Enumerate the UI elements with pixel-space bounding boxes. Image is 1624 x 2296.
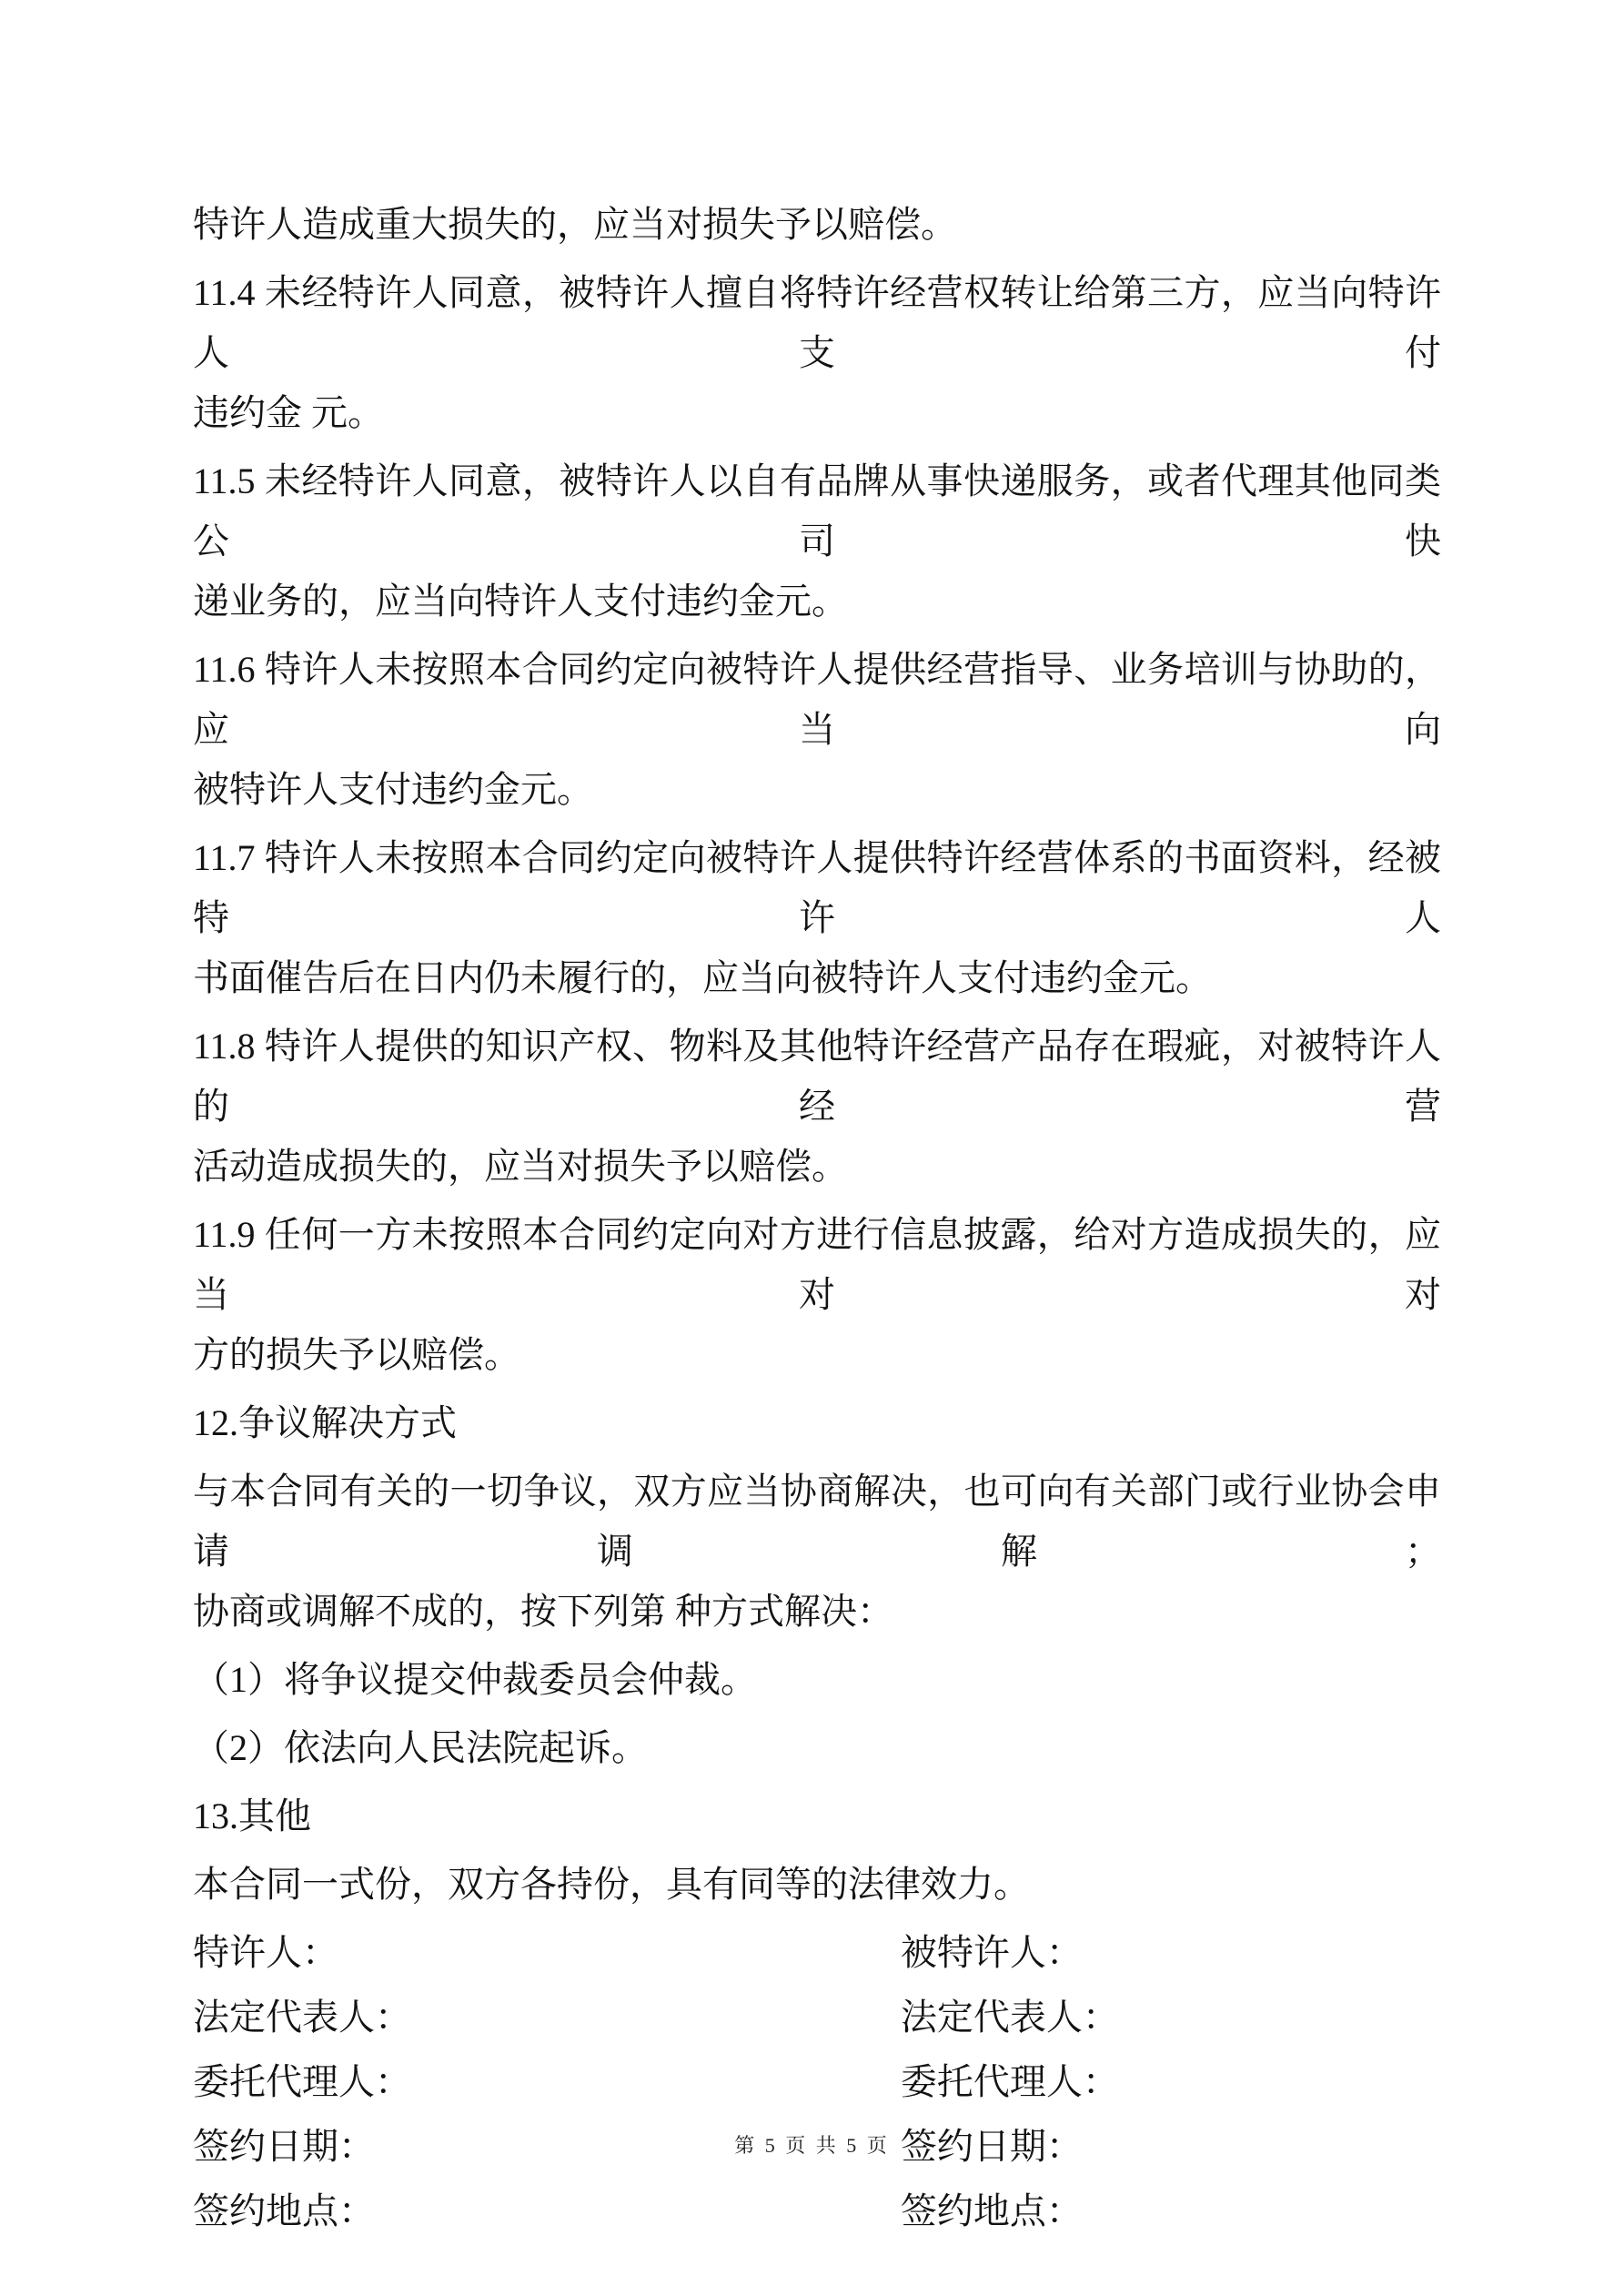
text-line: 特许人造成重大损失的，应当对损失予以赔偿。 [193, 204, 957, 245]
paragraph [193, 1462, 1441, 1642]
text-line: 书面催告后在日内仍未履行的，应当向被特许人支付违约金元。 [193, 957, 1212, 998]
text-line: （2）依法向人民法院起诉。 [193, 1727, 648, 1768]
text-line: 被特许人支付违约金元。 [193, 769, 593, 810]
signature-label-franchisor-side: 委托代理人： [193, 2061, 411, 2102]
text-line: 11.7 特许人未按照本合同约定向被特许人提供特许经营体系的书面资料，经被特许人 [193, 837, 1441, 938]
paragraph [193, 195, 1441, 255]
paragraph [193, 1650, 1441, 1710]
contract-body [193, 195, 1441, 2246]
signature-label-franchisor-side: 签约日期： [193, 2126, 375, 2167]
paragraph [193, 1855, 1441, 1915]
paragraph [193, 1718, 1441, 1778]
paragraph [193, 828, 1441, 1008]
text-line: （1）将争议提交仲裁委员会仲裁。 [193, 1659, 757, 1700]
paragraph [193, 640, 1441, 820]
contract-paragraphs [193, 195, 1441, 1915]
text-line: 违约金 元。 [193, 392, 384, 433]
text-line: 11.9 任何一方未按照本合同约定向对方进行信息披露，给对方造成损失的，应当对对 [193, 1214, 1441, 1315]
paragraph [193, 1017, 1441, 1197]
page-footer [0, 2130, 1624, 2159]
text-line: 协商或调解不成的，按下列第 种方式解决： [193, 1591, 893, 1632]
signature-label-franchisee-side: 被特许人： [900, 1932, 1083, 1973]
text-line: 与本合同有关的一切争议，双方应当协商解决，也可向有关部门或行业协会申请调解； [193, 1471, 1441, 1572]
signature-label-franchisee-side: 签约地点： [900, 2190, 1083, 2231]
signature-label-franchisor-side: 特许人： [193, 1932, 338, 1973]
paragraph [193, 1205, 1441, 1385]
signature-label-franchisor-side: 法定代表人： [193, 1997, 411, 2038]
text-line: 活动造成损失的，应当对损失予以赔偿。 [193, 1146, 848, 1187]
paragraph [193, 1393, 1441, 1453]
signature-label-franchisor-side: 签约地点： [193, 2190, 375, 2231]
signature-row [193, 2052, 1441, 2112]
text-line: 11.5 未经特许人同意，被特许人以自有品牌从事快递服务，或者代理其他同类公司快 [193, 460, 1441, 561]
paragraph [193, 1786, 1441, 1846]
text-line: 本合同一式份，双方各持份，具有同等的法律效力。 [193, 1864, 1030, 1905]
signature-row [193, 1988, 1441, 2048]
signature-label-franchisee-side: 法定代表人： [900, 1997, 1119, 2038]
text-line: 递业务的，应当向特许人支付违约金元。 [193, 581, 848, 622]
text-line: 12.争议解决方式 [193, 1402, 457, 1443]
paragraph [193, 263, 1441, 443]
signature-block [193, 1923, 1441, 2241]
signature-label-franchisee-side: 委托代理人： [900, 2061, 1119, 2102]
text-line: 11.8 特许人提供的知识产权、物料及其他特许经营产品存在瑕疵，对被特许人的经营 [193, 1026, 1441, 1127]
text-line: 方的损失予以赔偿。 [193, 1334, 520, 1375]
text-line: 11.6 特许人未按照本合同约定向被特许人提供经营指导、业务培训与协助的，应当向 [193, 649, 1441, 750]
text-line: 11.4 未经特许人同意，被特许人擅自将特许经营权转让给第三方，应当向特许人支付 [193, 272, 1441, 373]
signature-row [193, 1923, 1441, 1983]
text-line: 13.其他 [193, 1795, 311, 1836]
signature-row [193, 2181, 1441, 2241]
page-number-text: 第 5 页 共 5 页 [734, 2134, 890, 2157]
signature-label-franchisee-side: 签约日期： [900, 2126, 1083, 2167]
paragraph [193, 451, 1441, 632]
